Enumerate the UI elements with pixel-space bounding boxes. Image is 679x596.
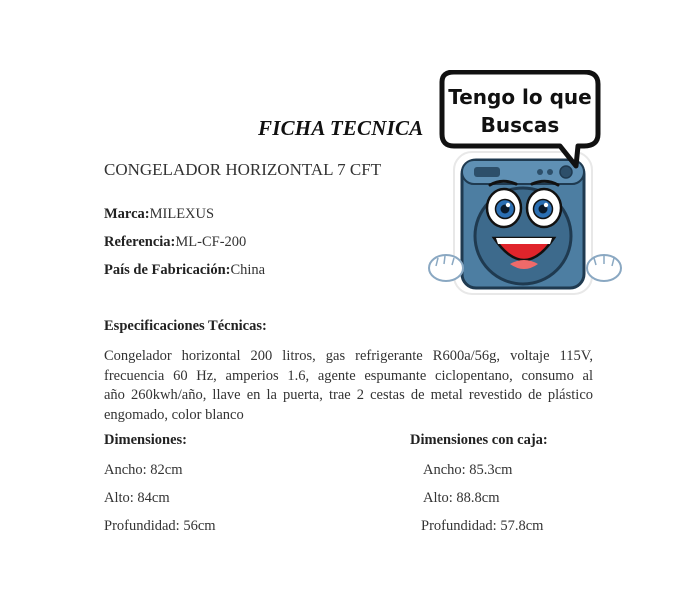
dimensions-box-heading: Dimensiones con caja: <box>410 432 548 448</box>
dimension-width: Ancho: 82cm <box>104 462 183 478</box>
field-brand <box>104 206 214 223</box>
spec-line: engomado, color blanco <box>104 406 244 423</box>
field-country <box>104 262 265 279</box>
dimension-box-depth: Profundidad: 57.8cm <box>421 518 544 534</box>
field-brand-value: MILEXUS <box>149 206 215 222</box>
field-reference-value: ML-CF-200 <box>175 234 247 250</box>
product-name: CONGELADOR HORIZONTAL 7 CFT <box>104 160 382 179</box>
dimension-height: Alto: 84cm <box>104 490 170 506</box>
sticker-line-1: Tengo lo que <box>448 85 592 109</box>
field-brand-label: Marca: <box>104 206 150 222</box>
spec-line: año 260kwh/año, llave en la puerta, trae 2 cestas de metal revestido de plástico <box>104 387 593 404</box>
page-title: FICHA TECNICA <box>258 116 424 140</box>
field-country-value: China <box>230 262 266 278</box>
dimension-box-height: Alto: 88.8cm <box>423 490 500 506</box>
specifications-heading: Especificaciones Técnicas: <box>104 318 267 334</box>
field-reference <box>104 234 246 251</box>
specifications-text <box>104 347 593 425</box>
field-country-label: País de Fabricación: <box>104 262 231 278</box>
sticker-line-2: Buscas <box>480 113 560 137</box>
spec-line: Congelador horizontal 200 litros, gas refrigerante R600a/56g, voltaje 115V, <box>104 348 593 364</box>
mascot-sticker <box>428 70 628 302</box>
field-reference-label: Referencia: <box>104 234 176 250</box>
spec-line: frecuencia 60 Hz, amperios 1.6, agente espumante ciclopentano, consumo al <box>104 367 593 384</box>
dimension-box-width: Ancho: 85.3cm <box>423 462 513 478</box>
dimensions-heading: Dimensiones: <box>104 432 187 448</box>
dimension-depth: Profundidad: 56cm <box>104 518 216 534</box>
washing-machine-mascot-icon <box>428 70 628 302</box>
